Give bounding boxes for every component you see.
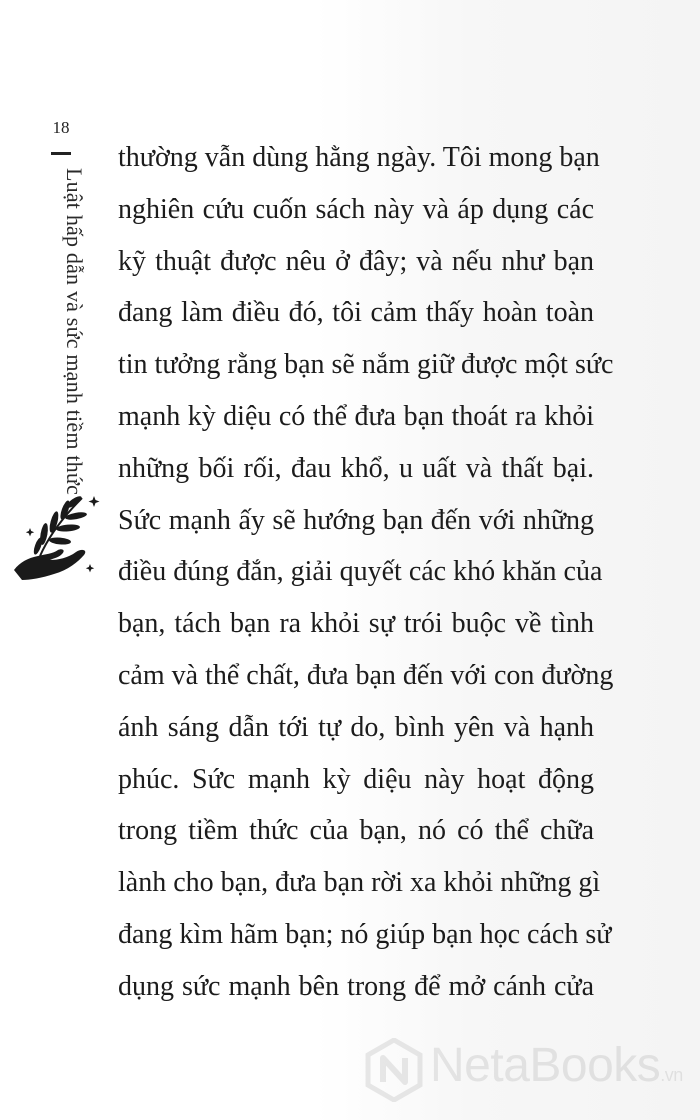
- body-line: lành cho bạn, đưa bạn rời xa khỏi những gì: [118, 867, 601, 899]
- watermark-suffix: .vn: [660, 1065, 683, 1085]
- body-line: điều đúng đắn, giải quyết các khó khăn của: [118, 556, 603, 588]
- watermark: [362, 1036, 692, 1104]
- watermark-brand: NetaBooks: [430, 1039, 661, 1092]
- watermark-text: [430, 1038, 683, 1093]
- page-number-rule: [51, 152, 71, 155]
- body-line: kỹ thuật được nêu ở đây; và nếu như bạn: [118, 245, 594, 277]
- body-line: đang kìm hãm bạn; nó giúp bạn học cách sử: [118, 918, 612, 950]
- body-line: tin tưởng rằng bạn sẽ nắm giữ được một sức: [118, 349, 614, 381]
- body-line: thường vẫn dùng hằng ngày. Tôi mong bạn: [118, 142, 600, 173]
- body-line: dụng sức mạnh bên trong để mở cánh cửa: [118, 970, 594, 1002]
- hand-holding-leaf-icon: [10, 488, 105, 588]
- body-line: những bối rối, đau khổ, u uất và thất bại.: [118, 452, 594, 484]
- body-line: trong tiềm thức của bạn, nó có thể chữa: [118, 815, 594, 847]
- body-text: [118, 132, 614, 1013]
- body-line: ánh sáng dẫn tới tự do, bình yên và hạnh: [118, 711, 594, 743]
- running-title: Luật hấp dẫn và sức mạnh tiềm thức: [62, 168, 87, 495]
- netabooks-logo-icon: [362, 1038, 426, 1102]
- body-line: cảm và thể chất, đưa bạn đến với con đường: [118, 659, 614, 691]
- body-line: mạnh kỳ diệu có thể đưa bạn thoát ra khỏi: [118, 400, 594, 432]
- body-line: nghiên cứu cuốn sách này và áp dụng các: [118, 193, 594, 225]
- body-line: đang làm điều đó, tôi cảm thấy hoàn toàn: [118, 297, 594, 329]
- body-line: phúc. Sức mạnh kỳ diệu này hoạt động: [118, 763, 594, 795]
- body-line: Sức mạnh ấy sẽ hướng bạn đến với những: [118, 504, 594, 536]
- body-line: bạn, tách bạn ra khỏi sự trói buộc về tình: [118, 608, 594, 640]
- page-number: 18: [52, 118, 70, 137]
